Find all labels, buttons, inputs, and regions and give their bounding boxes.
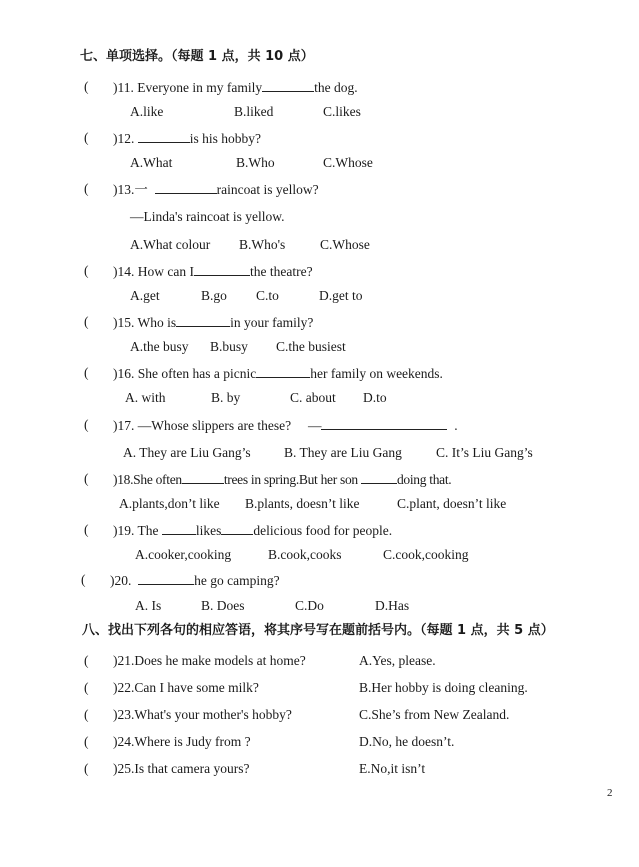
option: A. Is [135, 598, 162, 613]
answer-paren: ( [84, 417, 89, 432]
option: A. with [125, 390, 166, 405]
match-answer: D.No, he doesn’t. [359, 734, 455, 749]
answer-paren: ( [84, 653, 89, 668]
option: B.plants, doesn’t like [245, 496, 360, 511]
question-14: )14. How can I the theatre? [113, 264, 313, 279]
question-20: )20. he go camping? [110, 573, 280, 588]
match-question: )25.Is that camera yours? [113, 761, 250, 776]
option: B.Who [236, 155, 275, 170]
answer-paren: ( [84, 263, 89, 278]
option: A.get [130, 288, 160, 303]
option: B. Does [201, 598, 245, 613]
question-13: )13.一 raincoat is yellow? [113, 182, 319, 197]
answer-blank [176, 314, 230, 327]
answer-paren: ( [84, 707, 89, 722]
match-answer: B.Her hobby is doing cleaning. [359, 680, 528, 695]
option: A.plants,don’t like [119, 496, 220, 511]
answer-paren: ( [84, 181, 89, 196]
section-8-heading: 八、找出下列各句的相应答语，将其序号写在题前括号内。（每题 1 点，共 5 点） [82, 623, 554, 638]
question-16: )16. She often has a picnic her family on weekends. [113, 366, 443, 381]
match-answer: E.No,it isn’t [359, 761, 426, 776]
answer-blank [361, 471, 397, 484]
answer-paren: ( [84, 680, 89, 695]
option: B.liked [234, 104, 274, 119]
option: C.cook,cooking [383, 547, 469, 562]
match-answer: A.Yes, please. [359, 653, 436, 668]
answer-paren: ( [84, 471, 89, 486]
option: D.get to [319, 288, 363, 303]
option: C.plant, doesn’t like [397, 496, 507, 511]
option: B.Who's [239, 237, 286, 252]
answer-paren: ( [84, 761, 89, 776]
question-12: )12. is his hobby? [113, 131, 262, 146]
option: B.go [201, 288, 227, 303]
option: C.to [256, 288, 279, 303]
option: B. by [211, 390, 241, 405]
option: B.cook,cooks [268, 547, 342, 562]
option: A.cooker,cooking [135, 547, 232, 562]
answer-blank [162, 522, 196, 535]
question-13-answer-line: —Linda's raincoat is yellow. [130, 209, 285, 224]
answer-paren: ( [84, 314, 89, 329]
option: C. It’s Liu Gang’s [436, 445, 533, 460]
option: C. about [290, 390, 336, 405]
answer-paren: ( [84, 734, 89, 749]
answer-paren: ( [84, 130, 89, 145]
answer-paren: ( [84, 522, 89, 537]
answer-blank [182, 471, 224, 484]
answer-blank [194, 263, 250, 276]
answer-blank [256, 365, 310, 378]
option: D.to [363, 390, 387, 405]
option: A.like [130, 104, 164, 119]
option: C.Whose [320, 237, 370, 252]
option: A.the busy [130, 339, 189, 354]
option: A.What colour [130, 237, 211, 252]
answer-paren: ( [84, 79, 89, 94]
option: C.the busiest [276, 339, 346, 354]
section-7-heading: 七、单项选择。（每题 1 点，共 10 点） [80, 49, 314, 64]
answer-blank [221, 522, 253, 535]
question-11: )11. Everyone in my family the dog. [113, 80, 358, 95]
option: C.Do [295, 598, 324, 613]
answer-blank [138, 572, 194, 585]
question-15: )15. Who is in your family? [113, 315, 314, 330]
answer-blank [138, 130, 190, 143]
question-18: )18.She often trees in spring.But her son doing that. [113, 472, 452, 487]
option: B.busy [210, 339, 248, 354]
match-question: )22.Can I have some milk? [113, 680, 259, 695]
match-question: )21.Does he make models at home? [113, 653, 306, 668]
question-19: )19. The likes delicious food for people. [113, 523, 393, 538]
match-question: )24.Where is Judy from ? [113, 734, 251, 749]
question-17: )17. —Whose slippers are these? — . [113, 418, 458, 433]
option: C.likes [323, 104, 361, 119]
page-number: 2 [607, 787, 613, 799]
match-question: )23.What's your mother's hobby? [113, 707, 292, 722]
option: A. They are Liu Gang’s [123, 445, 251, 460]
match-answer: C.She’s from New Zealand. [359, 707, 510, 722]
answer-blank [262, 79, 314, 92]
answer-blank [155, 181, 217, 194]
answer-blank [321, 417, 447, 430]
option: C.Whose [323, 155, 373, 170]
option: A.What [130, 155, 173, 170]
answer-paren: ( [84, 365, 89, 380]
answer-paren: ( [81, 572, 86, 587]
option: D.Has [375, 598, 410, 613]
option: B. They are Liu Gang [284, 445, 402, 460]
